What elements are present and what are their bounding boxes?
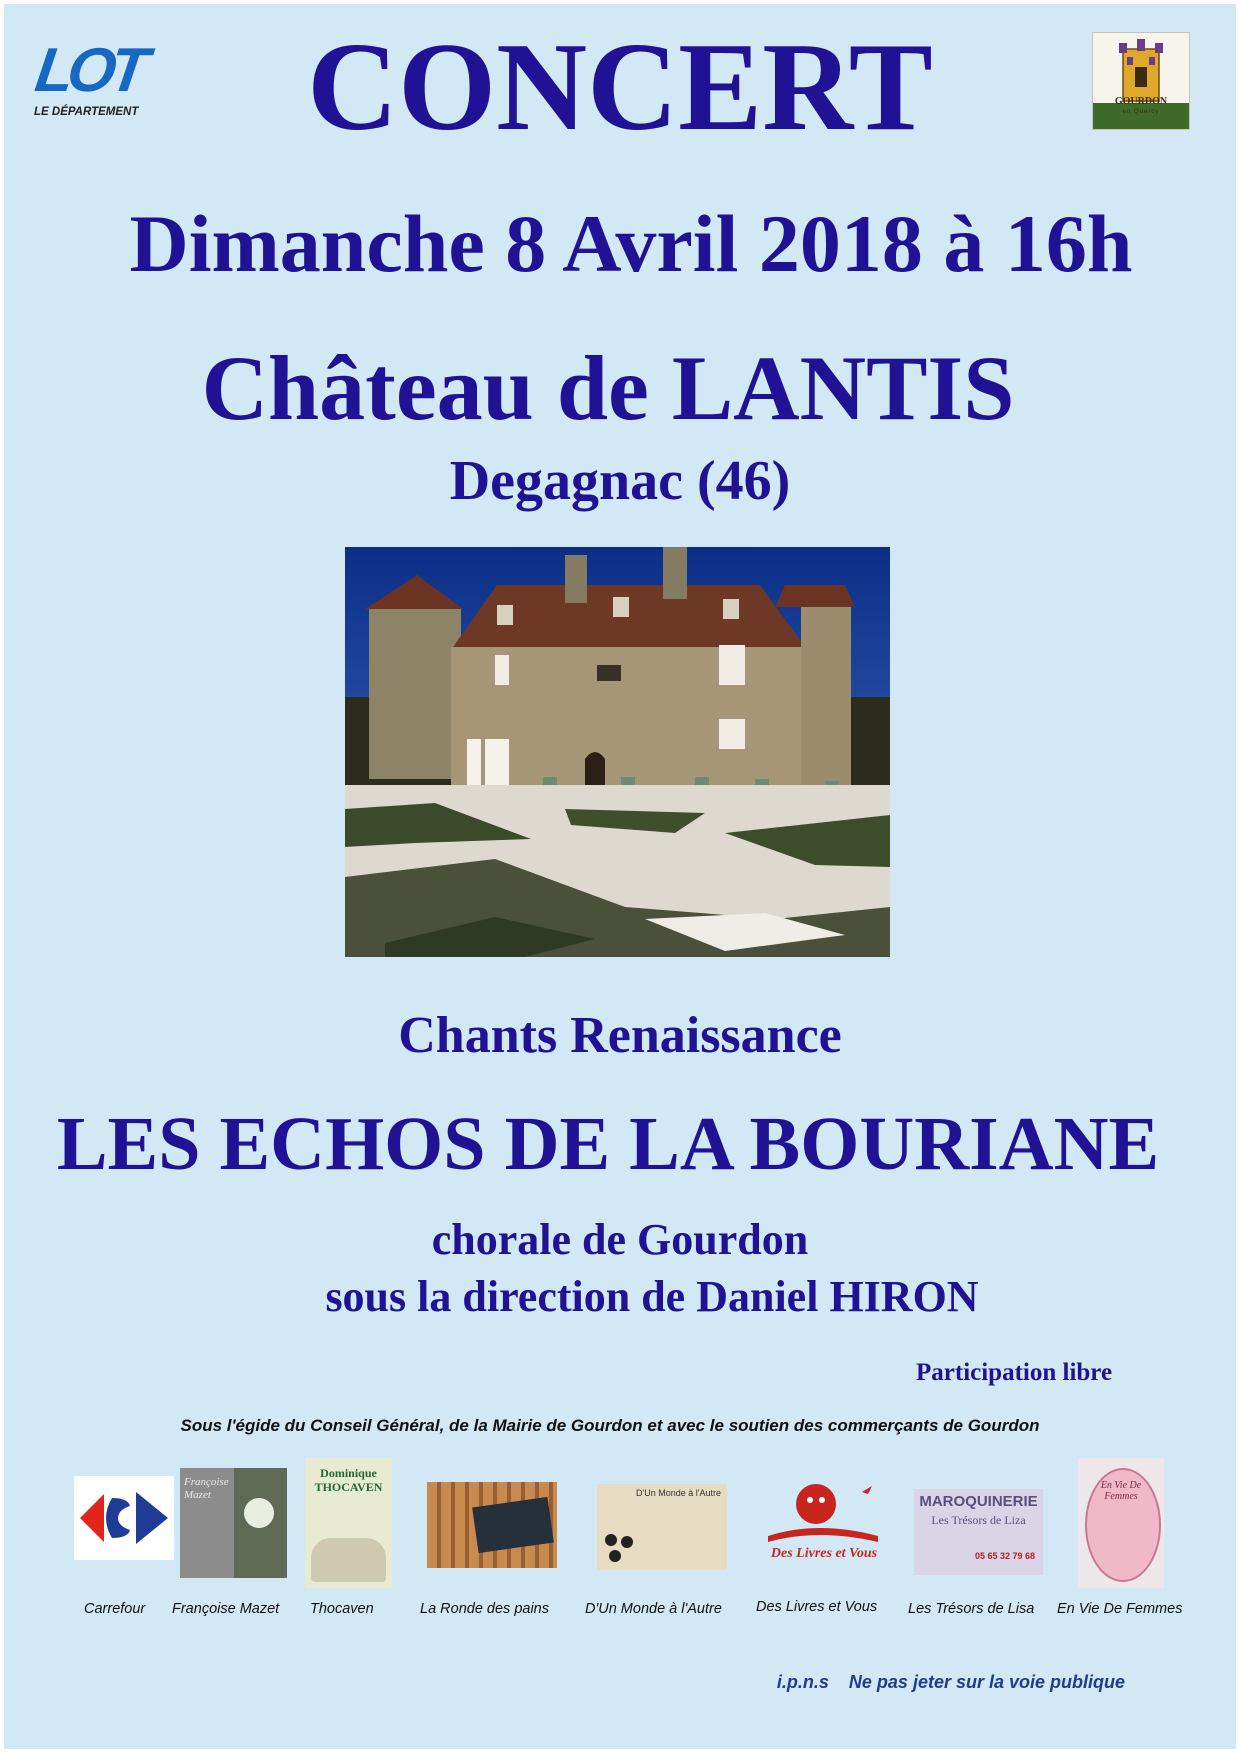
chateau-photo — [345, 547, 890, 957]
tresors-logo-text: MAROQUINERIE — [919, 1493, 1038, 1510]
carrefour-logo — [74, 1476, 174, 1560]
la-ronde-des-pains-logo — [427, 1482, 557, 1568]
sponsor-caption-des-livres: Des Livres et Vous — [756, 1599, 878, 1615]
music-genre: Chants Renaissance — [398, 1007, 842, 1064]
choir-description: chorale de Gourdon — [431, 1215, 809, 1264]
sponsor-caption-la-ronde-des-pains: La Ronde des pains — [420, 1601, 549, 1617]
dun-monde-logo-text: D'Un Monde à l'Autre — [636, 1488, 721, 1498]
en-vie-logo-text: En Vie De Femmes — [1100, 1480, 1142, 1502]
tresors-logo-text2: Les Trésors de Liza — [931, 1513, 1026, 1527]
dun-monde-a-lautre-logo — [597, 1484, 727, 1570]
sponsor-caption-tresors-de-lisa: Les Trésors de Lisa — [908, 1601, 1035, 1617]
thocaven-logo — [305, 1458, 392, 1588]
footer-notice: i.p.n.s Ne pas jeter sur la voie publique — [776, 1672, 1125, 1692]
tresors-logo-phone: 05 65 32 79 68 — [974, 1551, 1035, 1561]
thocaven-logo-text: Dominique THOCAVEN — [314, 1466, 383, 1494]
sponsor-caption-thocaven: Thocaven — [310, 1601, 374, 1617]
sponsor-caption-dun-monde: D'Un Monde à l'Autre — [585, 1601, 722, 1617]
event-town: Degagnac (46) — [449, 450, 791, 512]
lot-logo-subtitle: LE DÉPARTEMENT — [34, 106, 139, 118]
sponsor-caption-carrefour: Carrefour — [84, 1601, 146, 1617]
event-date: Dimanche 8 Avril 2018 à 16h — [129, 198, 1133, 289]
participation-note: Participation libre — [916, 1359, 1113, 1386]
event-venue: Château de LANTIS — [201, 337, 1015, 439]
des-livres-et-vous-logo — [758, 1480, 890, 1572]
sponsor-caption-en-vie-de-femmes: En Vie De Femmes — [1057, 1601, 1183, 1617]
choir-name: LES ECHOS DE LA BOURIANE — [56, 1102, 1160, 1186]
gourdon-logo-subtitle: en Quercy — [1122, 109, 1160, 115]
poster-title: CONCERT — [307, 18, 933, 157]
support-line: Sous l'égide du Conseil Général, de la Mairie de Gourdon et avec le soutien des commerçants de Gourdon — [180, 1416, 1040, 1435]
les-tresors-de-lisa-logo — [914, 1489, 1043, 1575]
des-livres-logo-text: Des Livres et Vous — [770, 1546, 878, 1561]
sponsor-caption-francoise-mazet: Françoise Mazet — [172, 1601, 280, 1617]
francoise-mazet-logo — [180, 1468, 287, 1578]
en-vie-de-femmes-logo — [1078, 1458, 1164, 1588]
choir-director: sous la direction de Daniel HIRON — [325, 1272, 979, 1321]
gourdon-logo-label: GOURDON — [1114, 96, 1168, 107]
lot-logo-word: LOT — [31, 36, 147, 105]
francoise-mazet-logo-text: Françoise Mazet — [184, 1476, 229, 1501]
